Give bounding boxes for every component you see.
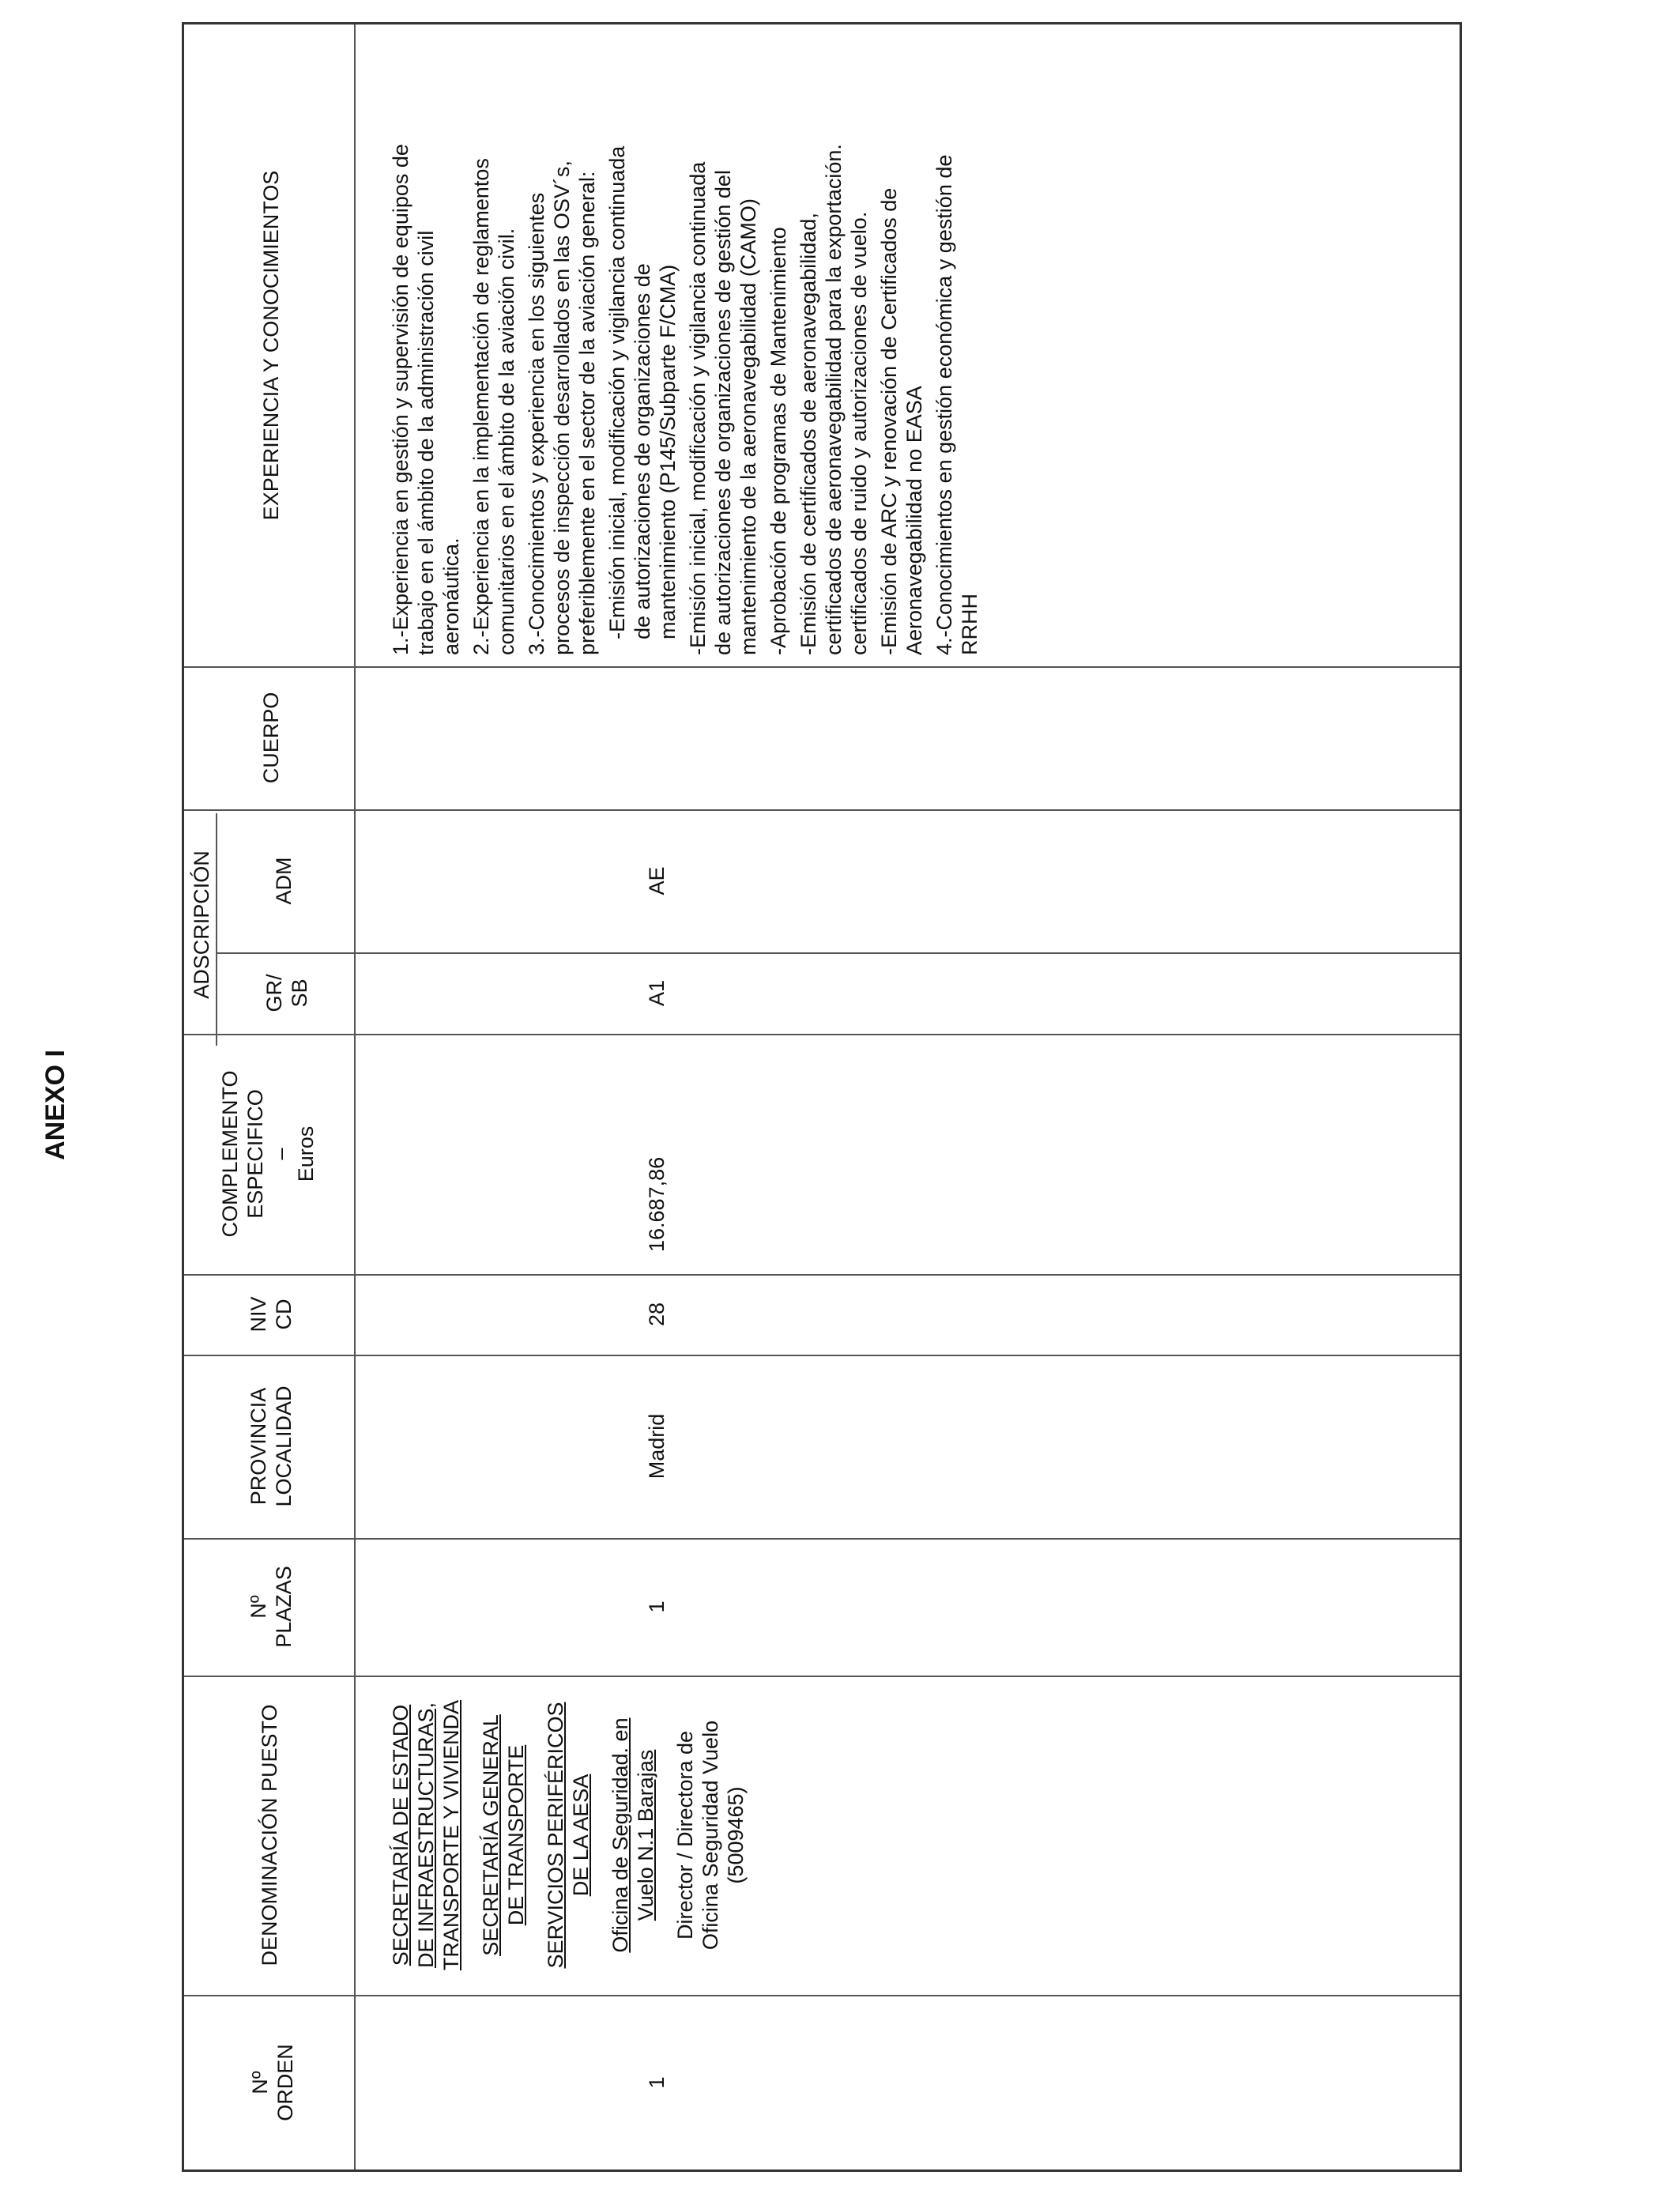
cell-niv-cd: 28 [645,1302,669,1327]
cell-complemento: 16.687,86 [645,1156,669,1252]
exp-subitem-programas: -Aprobación de programas de Mantenimiento [767,227,790,655]
exp-item-3: 3.-Conocimientos y experiencia en los siguientes procesos de inspección desarrollados en las OSV´s, preferiblemente en el sector de la aviación general: [525,160,599,655]
unit-secretaria-estado: SECRETARÍA DE ESTADO DE INFRAESTRUCTURAS, TRANSPORTE Y VIVIENDA [389,1699,463,1971]
header-orden: Nº ORDEN [248,2044,297,2121]
cell-plazas: 1 [645,1600,669,1613]
header-gr-sb: GR/ SB [262,974,311,1012]
exp-item-2: 2.-Experiencia en la implementación de reglamentos comunitarios en el ámbito de la aviación civil. [469,158,518,655]
page-title: ANEXO I [40,1050,70,1160]
unit-oficina-seguridad: Oficina de Seguridad. en Vuelo N.1 Barajas [608,1717,657,1953]
unit-servicios-perifericos: SERVICIOS PERIFÉRICOS DE LA AESA [544,1702,593,1969]
header-provincia: PROVINCIA LOCALIDAD [247,1385,296,1507]
exp-subitem-camo: -Emisión inicial, modificación y vigilancia continuada de autorizaciones de organizaciones de gestión del mantenimiento de la aeronavegabilidad (CAMO) [686,161,760,655]
header-complemento: COMPLEMENTO ESPECIFICO – Euros [218,1070,318,1238]
exp-subitem-p145: -Emisión inicial, modificación y vigilancia continuada de autorizaciones de organizaciones de mantenimiento (P145/Subparte F/CMA) [605,145,680,639]
exp-subitem-certificados: -Emisión de certificados de aeronavegabilidad, certificados de aeronavegabilidad para la exportación. certificados de ruido y autorizaciones de vuelo. [797,144,871,655]
cell-adm: AE [645,866,669,895]
header-adscripcion: ADSCRIPCIÓN [190,850,213,999]
cell-experiencia [388,31,987,655]
puesto-name: Director / Directora de Oficina Seguridad Vuelo (5009465) [673,1720,748,1951]
cell-provincia: Madrid [645,1413,669,1480]
anexo-table [182,22,1462,2172]
unit-secretaria-general: SECRETARÍA GENERAL DE TRANSPORTE [479,1714,528,1956]
header-adm: ADM [272,857,296,905]
header-niv-cd: NIV CD [247,1296,296,1333]
cell-orden: 1 [645,2076,669,2089]
header-cuerpo: CUERPO [259,692,283,784]
header-denominacion: DENOMINACIÓN PUESTO [258,1704,281,1966]
exp-subitem-arc: -Emisión de ARC y renovación de Certificados de Aeronavegabilidad no EASA [877,187,926,655]
cell-denominacion [388,1676,748,1995]
header-experiencia: EXPERIENCIA Y CONOCIMIENTOS [259,170,283,521]
exp-item-1: 1.-Experiencia en gestión y supervisión de equipos de trabajo en el ámbito de la administración civil aeronáutica. [389,144,463,655]
cell-gr: A1 [645,979,669,1007]
header-plazas: Nº PLAZAS [247,1566,296,1648]
exp-item-4: 4.-Conocimientos en gestión económica y gestión de RRHH [932,154,981,655]
